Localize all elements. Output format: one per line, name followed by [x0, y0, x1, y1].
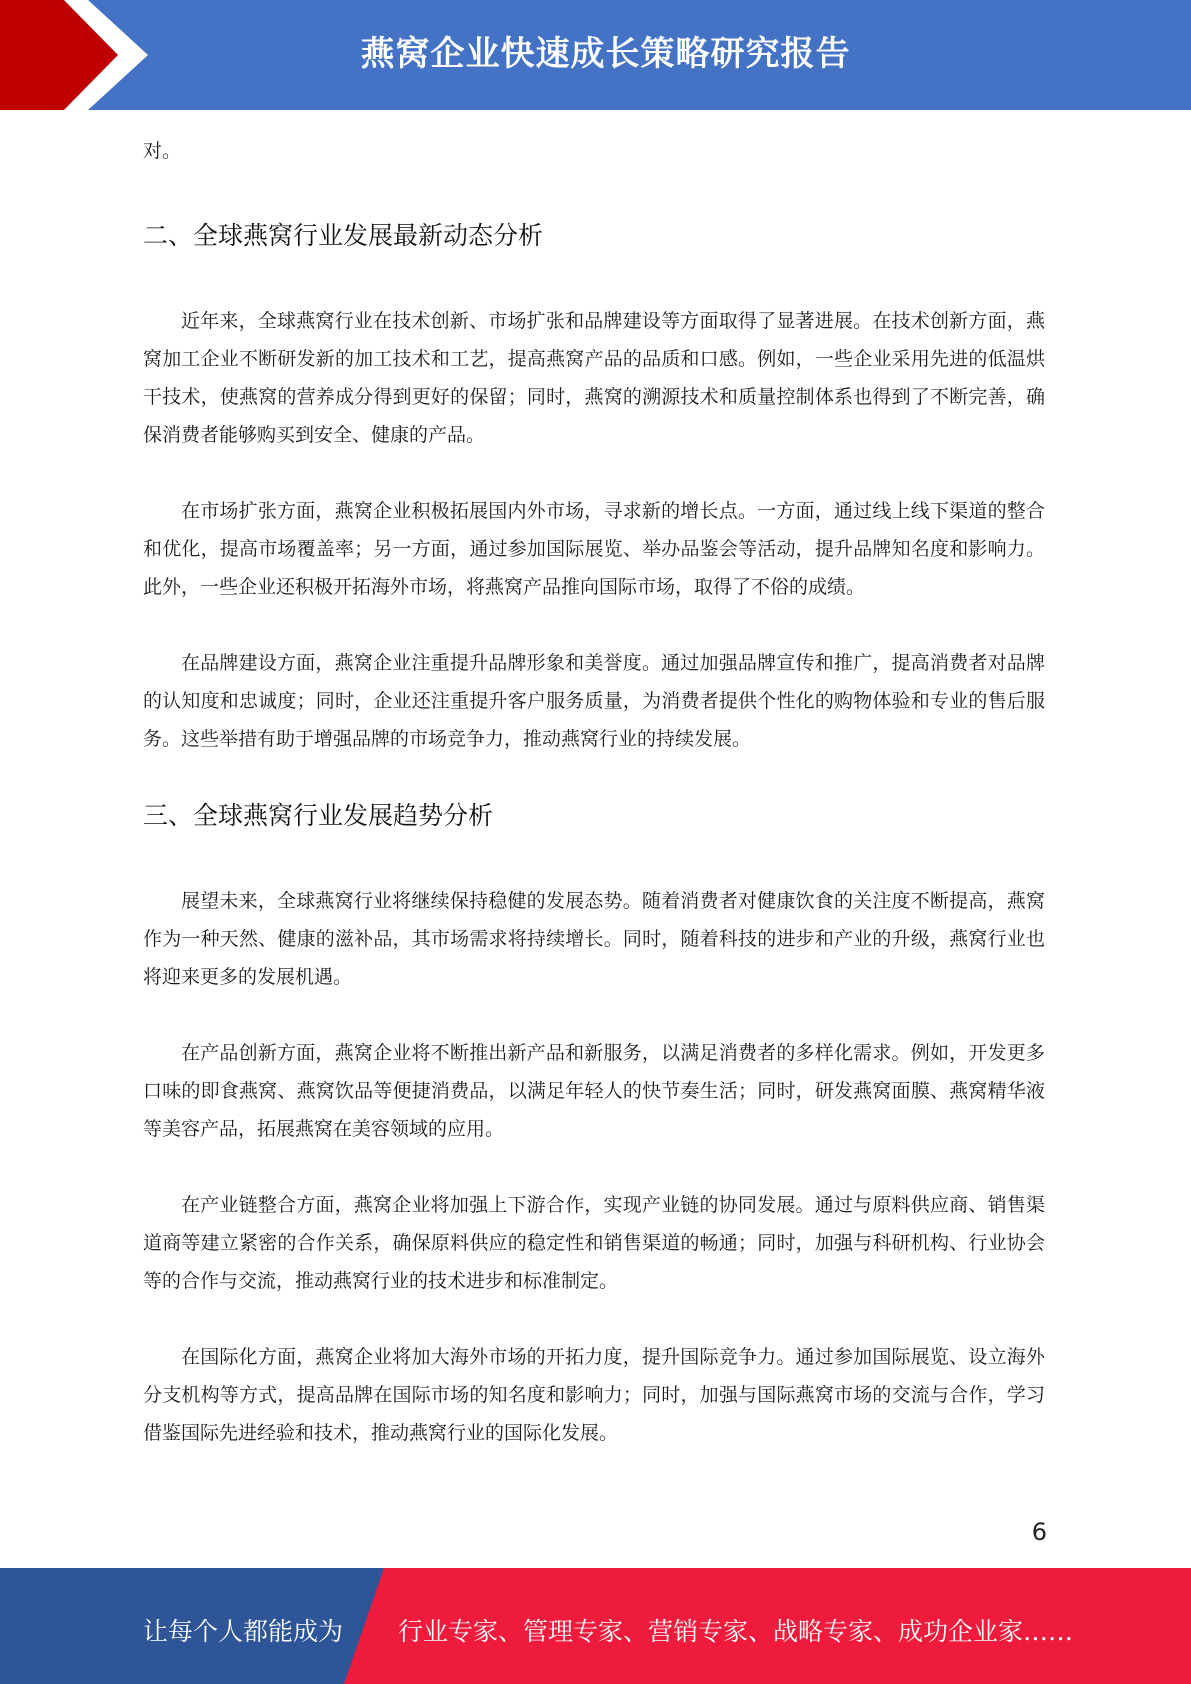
section-3-paragraph-2: 在产品创新方面，燕窝企业将不断推出新产品和新服务，以满足消费者的多样化需求。例如，开发更多口味的即食燕窝、燕窝饮品等便捷消费品，以满足年轻人的快节奏生活；同时，研发燕窝面膜、燕窝精华液等美容产品，拓展燕窝在美容领域的应用。 [143, 1042, 1045, 1140]
section-3-paragraph-3: 在产业链整合方面，燕窝企业将加强上下游合作，实现产业链的协同发展。通过与原料供应商、销售渠道商等建立紧密的合作关系，确保原料供应的稳定性和销售渠道的畅通；同时，加强与科研机构、行业协会等的合作与交流，推动燕窝行业的技术进步和标准制定。 [143, 1194, 1045, 1292]
footer-slogan-right: 行业专家、管理专家、营销专家、战略专家、成功企业家…… [398, 1617, 1074, 1646]
page-footer [0, 1568, 1191, 1684]
footer-slogan-left: 让每个人都能成为 [143, 1617, 344, 1646]
section-2-paragraph-1: 近年来，全球燕窝行业在技术创新、市场扩张和品牌建设等方面取得了显著进展。在技术创新方面，燕窝加工企业不断研发新的加工技术和工艺，提高燕窝产品的品质和口感。例如，一些企业采用先进的低温烘干技术，使燕窝的营养成分得到更好的保留；同时，燕窝的溯源技术和质量控制体系也得到了不断完善，确保消费者能够购买到安全、健康的产品。 [143, 310, 1045, 446]
section-heading-2: 二、全球燕窝行业发展最新动态分析 [143, 221, 544, 250]
section-3-paragraph-1: 展望未来，全球燕窝行业将继续保持稳健的发展态势。随着消费者对健康饮食的关注度不断提高，燕窝作为一种天然、健康的滋补品，其市场需求将持续增长。同时，随着科技的进步和产业的升级，燕窝行业也将迎来更多的发展机遇。 [143, 890, 1045, 988]
section-3-paragraph-4: 在国际化方面，燕窝企业将加大海外市场的开拓力度，提升国际竞争力。通过参加国际展览、设立海外分支机构等方式，提高品牌在国际市场的知名度和影响力；同时，加强与国际燕窝市场的交流与合作，学习借鉴国际先进经验和技术，推动燕窝行业的国际化发展。 [143, 1346, 1045, 1444]
report-title: 燕窝企业快速成长策略研究报告 [360, 34, 851, 74]
page-header [0, 0, 1191, 110]
section-2-paragraph-2: 在市场扩张方面，燕窝企业积极拓展国内外市场，寻求新的增长点。一方面，通过线上线下渠道的整合和优化，提高市场覆盖率；另一方面，通过参加国际展览、举办品鉴会等活动，提升品牌知名度和影响力。此外，一些企业还积极开拓海外市场，将燕窝产品推向国际市场，取得了不俗的成绩。 [143, 500, 1045, 598]
section-2-paragraph-3: 在品牌建设方面，燕窝企业注重提升品牌形象和美誉度。通过加强品牌宣传和推广，提高消费者对品牌的认知度和忠诚度；同时，企业还注重提升客户服务质量，为消费者提供个性化的购物体验和专业的售后服务。这些举措有助于增强品牌的市场竞争力，推动燕窝行业的持续发展。 [143, 652, 1045, 750]
section-heading-3: 三、全球燕窝行业发展趋势分析 [143, 801, 494, 830]
page-content [143, 136, 1045, 1452]
carryover-text: 对。 [143, 140, 182, 162]
page-number: 6 [1031, 1518, 1047, 1546]
